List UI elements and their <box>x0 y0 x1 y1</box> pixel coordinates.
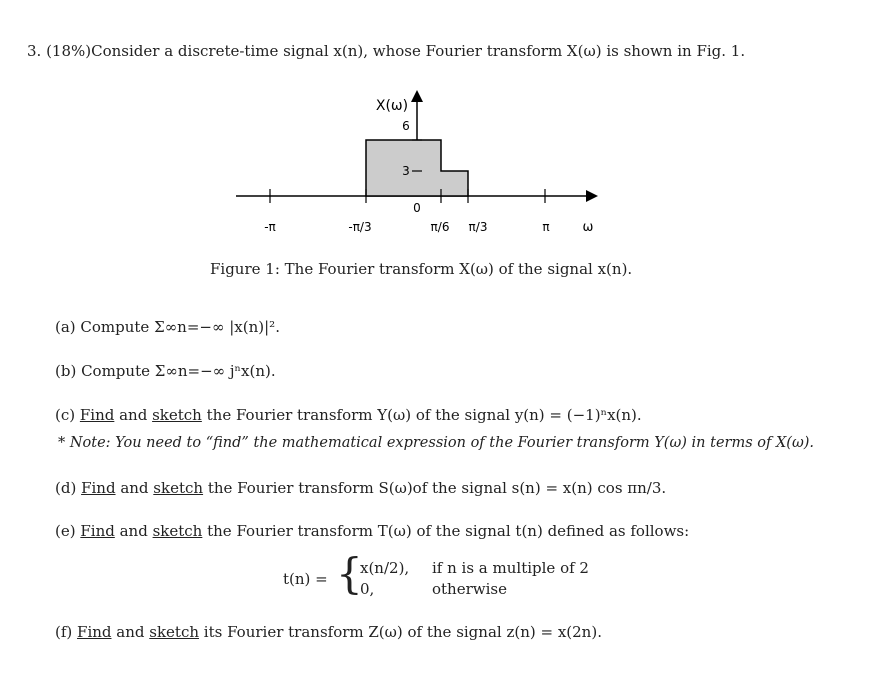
tick-label-pi3: π/3 <box>468 220 488 234</box>
part-e-prefix: (e) <box>55 522 81 540</box>
part-f-rest: its Fourier transform Z(ω) of the signal z(n) = x(2n). <box>199 623 602 641</box>
part-a: (a) Compute Σ∞n=−∞ |x(n)|². <box>55 318 280 336</box>
x-axis-arrow <box>586 190 598 202</box>
fourier-transform-figure <box>0 0 882 260</box>
part-c-note: * Note: You need to “find” the mathematical expression of the Fourier transform Y(ω) in terms of X(ω). <box>58 435 815 451</box>
part-c <box>55 405 642 425</box>
part-d-prefix: (d) <box>55 479 82 497</box>
part-f <box>55 622 602 642</box>
part-d-and: and <box>115 479 154 497</box>
part-b: (b) Compute Σ∞n=−∞ jⁿx(n). <box>55 362 276 380</box>
piecewise-lhs: t(n) = <box>283 570 328 588</box>
part-e-sketch: sketch <box>152 522 203 540</box>
y-axis-arrow <box>411 90 423 102</box>
tick-label-pi: π <box>542 220 550 234</box>
problem-header: 3. (18%)Consider a discrete-time signal x(n), whose Fourier transform X(ω) is shown in Fig. 1. <box>27 42 746 60</box>
case2-expr: 0, <box>360 580 375 598</box>
part-e-rest: the Fourier transform T(ω) of the signal t(n) defined as follows: <box>202 522 690 540</box>
tick-label-neg-pi: -π <box>264 220 276 234</box>
part-c-rest: the Fourier transform Y(ω) of the signal y(n) = (−1)ⁿx(n). <box>201 406 642 424</box>
part-c-prefix: (c) <box>55 406 80 424</box>
figure-caption: Figure 1: The Fourier transform X(ω) of the signal x(n). <box>210 260 633 278</box>
part-f-find: Find <box>77 623 112 641</box>
tick-label-neg-pi3: -π/3 <box>348 220 372 234</box>
part-c-find: Find <box>79 406 115 424</box>
tick-label-pi6: π/6 <box>430 220 450 234</box>
part-d-sketch: sketch <box>153 479 204 497</box>
case2-cond: otherwise <box>432 580 507 598</box>
part-d-rest: the Fourier transform S(ω)of the signal s(n) = x(n) cos πn/3. <box>203 479 667 497</box>
value-label-6: 6 <box>402 119 410 133</box>
part-c-and: and <box>114 406 153 424</box>
tick-label-0: 0 <box>413 201 421 215</box>
spectrum-region <box>366 140 468 196</box>
part-c-sketch: sketch <box>152 406 202 424</box>
part-d <box>55 478 666 498</box>
part-d-find: Find <box>81 479 116 497</box>
value-label-3: 3 <box>402 164 410 178</box>
part-e-and: and <box>114 522 153 540</box>
piecewise-brace: { <box>336 549 363 598</box>
case1-cond: if n is a multiple of 2 <box>432 559 589 577</box>
x-axis-symbol: ω <box>582 220 594 235</box>
case1-expr: x(n/2), <box>360 559 410 577</box>
part-f-prefix: (f) <box>55 623 78 641</box>
y-axis-label: X(ω) <box>375 98 409 114</box>
part-e-find: Find <box>80 522 115 540</box>
part-e <box>55 521 689 541</box>
part-f-and: and <box>111 623 150 641</box>
part-f-sketch: sketch <box>149 623 200 641</box>
